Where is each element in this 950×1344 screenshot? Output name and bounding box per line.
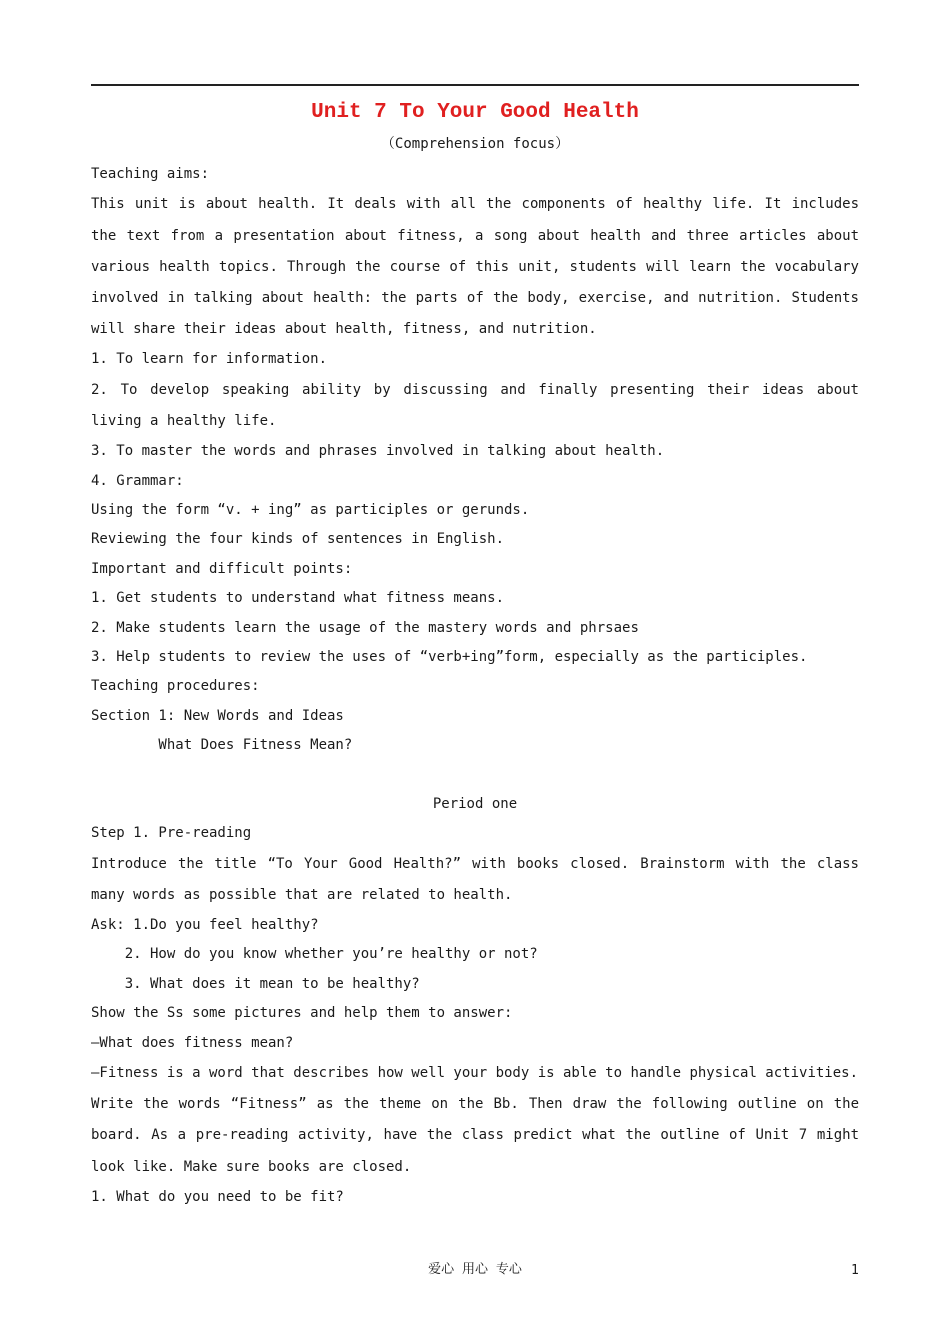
document-subtitle: （Comprehension focus） bbox=[380, 136, 570, 152]
aim-item: 1. To learn for information. bbox=[91, 351, 328, 368]
show-pictures-line: Show the Ss some pictures and help them to answer: bbox=[91, 1005, 513, 1022]
document-body bbox=[91, 160, 859, 1212]
ask-item: 2. How do you know whether you’re healthy or not? bbox=[91, 946, 538, 963]
step-paragraph: Introduce the title “To Your Good Health?” with books closed. Brainstorm with the class many words as possible that are related to health. bbox=[91, 855, 859, 903]
aim-item: 4. Grammar: bbox=[91, 472, 184, 489]
step-heading: Step 1. Pre-reading bbox=[91, 825, 252, 842]
points-heading: Important and difficult points: bbox=[91, 560, 353, 577]
answer-paragraph: —Fitness is a word that describes how well your body is able to handle physical activities. bbox=[91, 1065, 859, 1082]
point-item: 2. Make students learn the usage of the mastery words and phrsaes bbox=[91, 619, 639, 636]
section-subheading: What Does Fitness Mean? bbox=[91, 737, 353, 754]
outline-item: 1. What do you need to be fit? bbox=[91, 1188, 344, 1205]
aim-item: 3. To master the words and phrases involved in talking about health. bbox=[91, 443, 665, 460]
intro-paragraph: This unit is about health. It deals with all the components of healthy life. It includes the text from a presentation about fitness, a song about health and three articles about various health topics. Through the course of this unit, students will learn the vocabulary involved in talking about health: the parts of the body, exercise, and nutrition. Students will share their ideas about health, fitness, and nutrition. bbox=[91, 196, 859, 338]
section-heading: Section 1: New Words and Ideas bbox=[91, 707, 344, 724]
teaching-aims-heading: Teaching aims: bbox=[91, 166, 210, 182]
procedures-heading: Teaching procedures: bbox=[91, 678, 260, 695]
point-item: 1. Get students to understand what fitness means. bbox=[91, 590, 505, 607]
header-rule bbox=[91, 84, 859, 86]
period-heading: Period one bbox=[432, 795, 518, 812]
grammar-item: Using the form “v. + ing” as participles or gerunds. bbox=[91, 501, 530, 518]
ask-item: 3. What does it mean to be healthy? bbox=[91, 975, 420, 992]
ask-item: Ask: 1.Do you feel healthy? bbox=[91, 917, 319, 934]
question-line: —What does fitness mean? bbox=[91, 1034, 294, 1051]
footer-motto: 爱心 用心 专心 bbox=[428, 1262, 522, 1277]
document-title: Unit 7 To Your Good Health bbox=[311, 101, 639, 124]
blank-line bbox=[91, 761, 859, 790]
point-item: 3. Help students to review the uses of “verb+ing”form, especially as the participles. bbox=[91, 648, 808, 665]
write-paragraph: Write the words “Fitness” as the theme on the Bb. Then draw the following outline on the board. As a pre-reading activity, have the class predict what the outline of Unit 7 might look like. Make sure books are closed. bbox=[91, 1096, 859, 1175]
aim-item: 2. To develop speaking ability by discussing and finally presenting their ideas about living a healthy life. bbox=[91, 381, 859, 429]
grammar-item: Reviewing the four kinds of sentences in English. bbox=[91, 531, 505, 548]
page-number: 1 bbox=[851, 1263, 859, 1278]
